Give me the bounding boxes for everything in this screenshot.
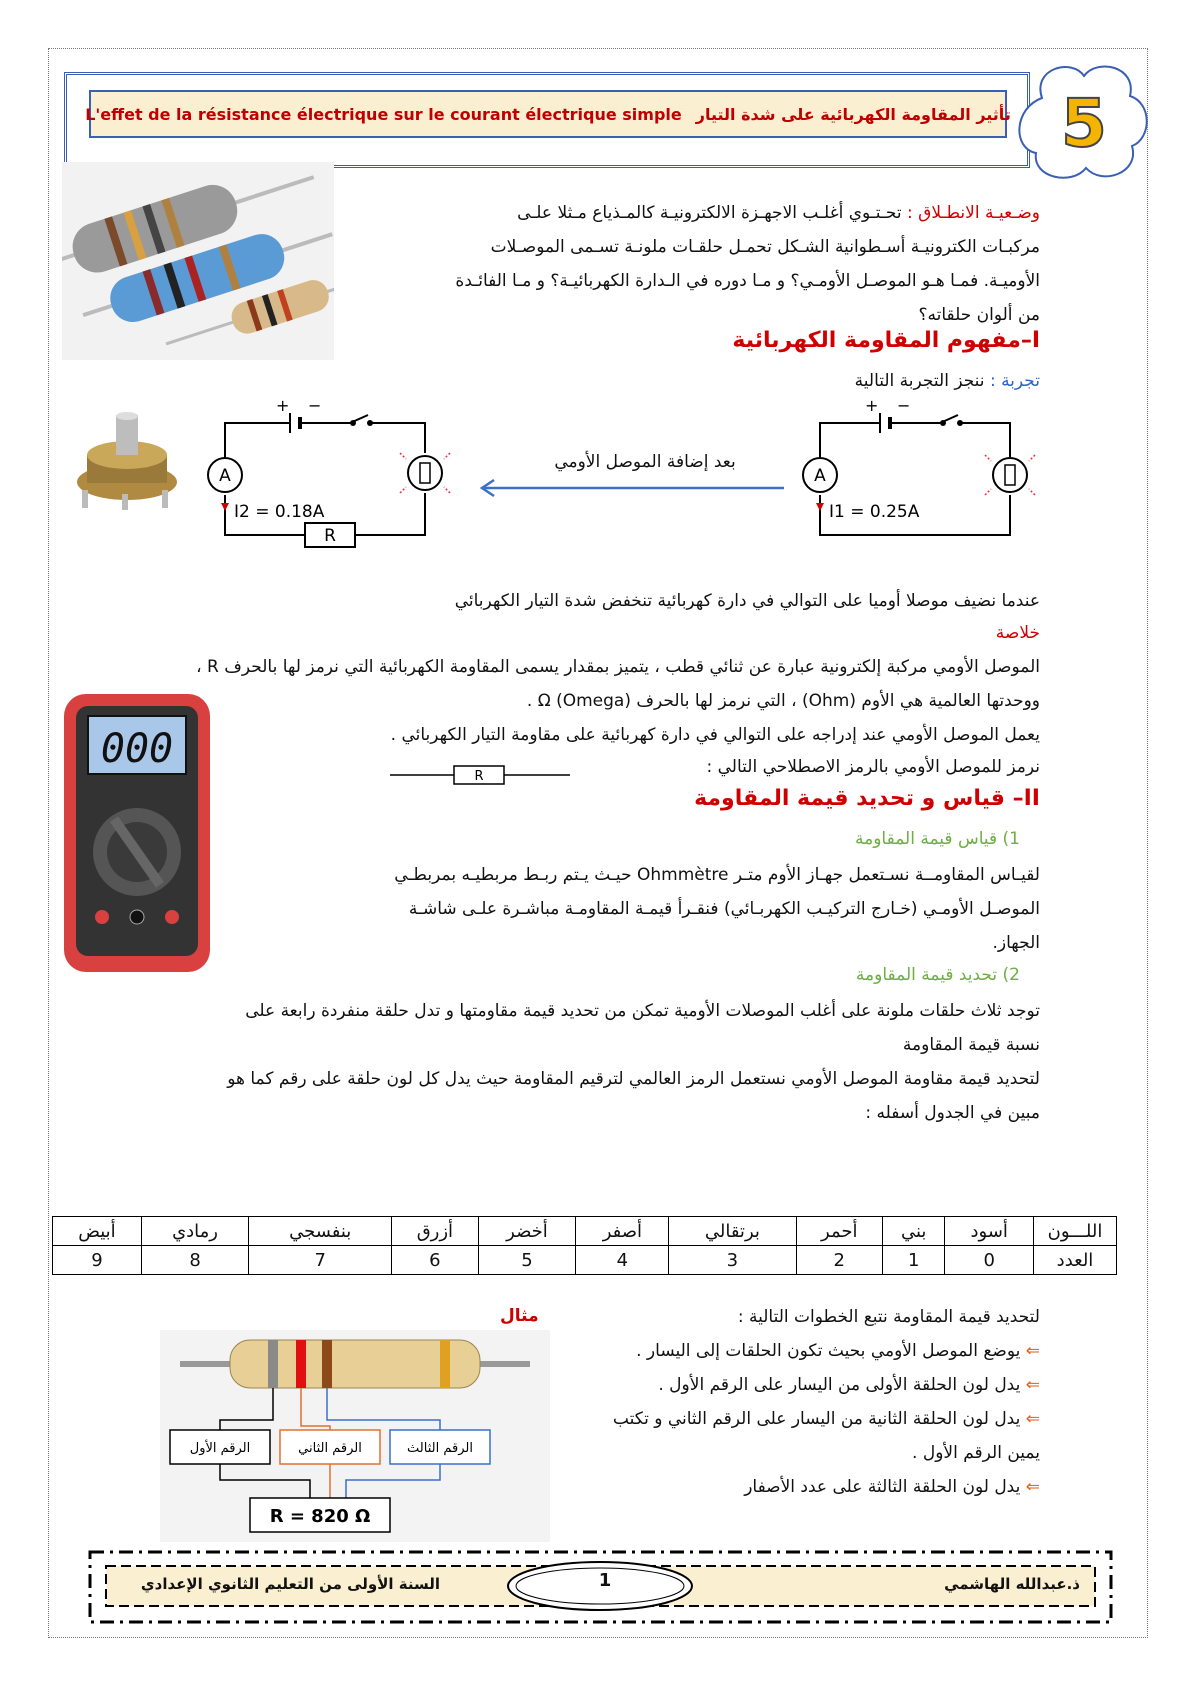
sub1-line-2: الموصـل الأومـي (خـارج التركيـب الكهربـائي) فنقـرأ قيمـة المقاومـة مباشـرة علـى شاشـة [408, 899, 1040, 919]
arrow-caption: بعد إضافة الموصل الأومي [554, 452, 736, 472]
table-cell: 6 [392, 1246, 478, 1275]
title-banner [85, 90, 1011, 138]
multimeter-photo [62, 692, 212, 974]
sub2-line-2: نسبة قيمة المقاومة [902, 1035, 1040, 1055]
sub1-line-3: الجهاز. [992, 933, 1040, 953]
digit1-label: الرقم الأول [189, 1441, 251, 1456]
footer-teacher: ذ.عبدالله الهاشمي [944, 1575, 1080, 1593]
sub2-line-1: توجد ثلاث حلقات ملونة على أغلب الموصلات الأومية تمكن من تحديد قيمة مقاومتها و تدل حلقة منفردة رابعة على [245, 1001, 1040, 1021]
row-label-digit: العدد [1034, 1246, 1117, 1275]
intro-line-2: مركبـات الكترونيـة أسـطوانية الشـكل تحمـل حلقـات ملونـة تسـمى الموصـلات [490, 237, 1040, 257]
digit3-label: الرقم الثالث [407, 1441, 473, 1456]
table-cell: بني [883, 1217, 945, 1246]
summary-line-2: ووحدتها العالمية هي الأوم (Ohm) ، التي نرمز لها بالحرف Ω (Omega) . [526, 691, 1040, 711]
svg-text:R: R [324, 526, 336, 546]
list-item: ⇐ يوضع الموصل الأومي بحيث تكون الحلقات إلى اليسار . [636, 1341, 1040, 1361]
circuit-with-resistor [200, 395, 470, 555]
intro-line-3: الأوميـة. فمـا هـو الموصـل الأومـي؟ و مـا دوره في الـدارة الكهربائيـة؟ و مـا الفائـدة [455, 271, 1040, 291]
intro-paragraph [350, 196, 1040, 332]
lamp-left [408, 456, 442, 490]
list-item-continuation: يمين الرقم الأول . [912, 1443, 1040, 1463]
table-cell: 1 [883, 1246, 945, 1275]
table-cell: 2 [796, 1246, 883, 1275]
resistor-symbol [390, 762, 570, 788]
svg-text:−: − [308, 396, 322, 415]
table-cell: أزرق [392, 1217, 478, 1246]
table-cell: رمادي [141, 1217, 248, 1246]
left-arrow [472, 476, 792, 500]
sub1-paragraph [224, 858, 1040, 960]
sub2-paragraph [60, 994, 1040, 1130]
lesson-number-cloud [1012, 58, 1152, 186]
sub1-title: 1) قياس قيمة المقاومة [855, 829, 1020, 849]
table-cell: 5 [478, 1246, 576, 1275]
page-number: 1 [598, 1570, 612, 1591]
example-result: R = 820 Ω [269, 1506, 371, 1527]
digit2-label: الرقم الثاني [298, 1441, 362, 1456]
section1-title: I–مفهوم المقاومة الكهربائية [732, 328, 1040, 353]
resistors-photo [62, 162, 334, 360]
current-i2: I2 = 0.18A [234, 502, 325, 522]
table-cell: 8 [141, 1246, 248, 1275]
table-cell: أخضر [478, 1217, 576, 1246]
table-cell: بنفسجي [249, 1217, 392, 1246]
svg-text:+: + [865, 396, 879, 415]
svg-text:+: + [276, 396, 290, 415]
table-cell: 0 [945, 1246, 1034, 1275]
title-ar: تأثير المقاومة الكهربائية على شدة التيار [695, 104, 1011, 124]
observation: عندما نضيف موصلا أوميا على التوالي في دارة كهربائية تنخفض شدة التيار الكهربائي [454, 591, 1040, 611]
steps-list [560, 1300, 1040, 1504]
svg-text:A: A [219, 466, 231, 486]
table-row-colors [53, 1217, 1117, 1246]
summary-line-1: الموصل الأومي مركبة إلكترونية عبارة عن ثنائي قطب ، يتميز بمقدار يسمى المقاومة الكهربائية التي نرمز لها بالحرف R ، [196, 657, 1040, 677]
sub1-line-1: لقيـاس المقاومــة نسـتعمل جهـاز الأوم متـر Ohmmètre حيـث يـتم ربـط مربطيـه بمربطـي [394, 865, 1040, 885]
summary-line-4: نرمز للموصل الأومي بالرمز الاصطلاحي التالي : [706, 757, 1040, 777]
section2-title: II– قياس و تحديد قيمة المقاومة [694, 786, 1040, 811]
title-frame [64, 72, 1030, 168]
table-cell: 4 [576, 1246, 669, 1275]
lamp-right [993, 458, 1027, 492]
table-cell: أبيض [53, 1217, 142, 1246]
color-code-table [52, 1216, 1117, 1275]
experiment-line [600, 364, 1040, 398]
svg-text:R: R [474, 769, 484, 784]
table-row-digits [53, 1246, 1117, 1275]
example-label: مثال [500, 1306, 539, 1326]
table-cell: 9 [53, 1246, 142, 1275]
table-cell: أحمر [796, 1217, 883, 1246]
multimeter-display: 000 [100, 726, 174, 772]
intro-line-4: من ألوان حلقاته؟ [918, 305, 1040, 325]
svg-text:−: − [897, 396, 911, 415]
intro-line-1: تحـتـوي أغلـب الاجهـزة الالكترونيـة كالمـذياع مـثلا علـى [517, 203, 902, 223]
current-i1: I1 = 0.25A [829, 502, 920, 522]
svg-text:A: A [814, 466, 826, 486]
list-item: ⇐ يدل لون الحلقة الثالثة على عدد الأصفار [744, 1477, 1040, 1497]
experiment-label: تجربة : [989, 371, 1040, 391]
title-fr: L'effet de la résistance électrique sur le courant électrique simple [85, 104, 682, 124]
table-cell: أصفر [576, 1217, 669, 1246]
list-item: ⇐ يدل لون الحلقة الأولى من اليسار على الرقم الأول . [658, 1375, 1040, 1395]
footer-level: السنة الأولى من التعليم الثانوي الإعدادي [140, 1575, 440, 1593]
summary-line-3: يعمل الموصل الأومي عند إدراجه على التوالي في دارة كهربائية على مقاومة التيار الكهربائي . [390, 725, 1040, 745]
list-item: ⇐ يدل لون الحلقة الثانية من اليسار على الرقم الثاني و تكتب [612, 1409, 1040, 1429]
experiment-text: ننجز التجربة التالية [854, 371, 985, 391]
row-label-color: اللـــون [1034, 1217, 1117, 1246]
table-cell: برتقالي [669, 1217, 796, 1246]
sub2-title: 2) تحديد قيمة المقاومة [855, 965, 1020, 985]
table-cell: أسود [945, 1217, 1034, 1246]
table-cell: 3 [669, 1246, 796, 1275]
sub2-line-3: لتحديد قيمة مقاومة الموصل الأومي نستعمل الرمز العالمي لترقيم المقاومة حيث يدل كل لون حلقة على رقم كما هو [227, 1069, 1040, 1089]
potentiometer-photo [62, 410, 192, 510]
sub2-line-4: مبين في الجدول أسفله : [865, 1103, 1040, 1123]
table-cell: 7 [249, 1246, 392, 1275]
circuit-without-resistor [795, 395, 1065, 555]
summary-label: خلاصة [995, 623, 1040, 643]
resistor-example-diagram [160, 1330, 550, 1542]
steps-intro: لتحديد قيمة المقاومة نتبع الخطوات التالية : [737, 1307, 1040, 1327]
intro-label: وضـعيـة الانطـلاق : [907, 203, 1040, 223]
lesson-number: 5 [1061, 85, 1107, 162]
